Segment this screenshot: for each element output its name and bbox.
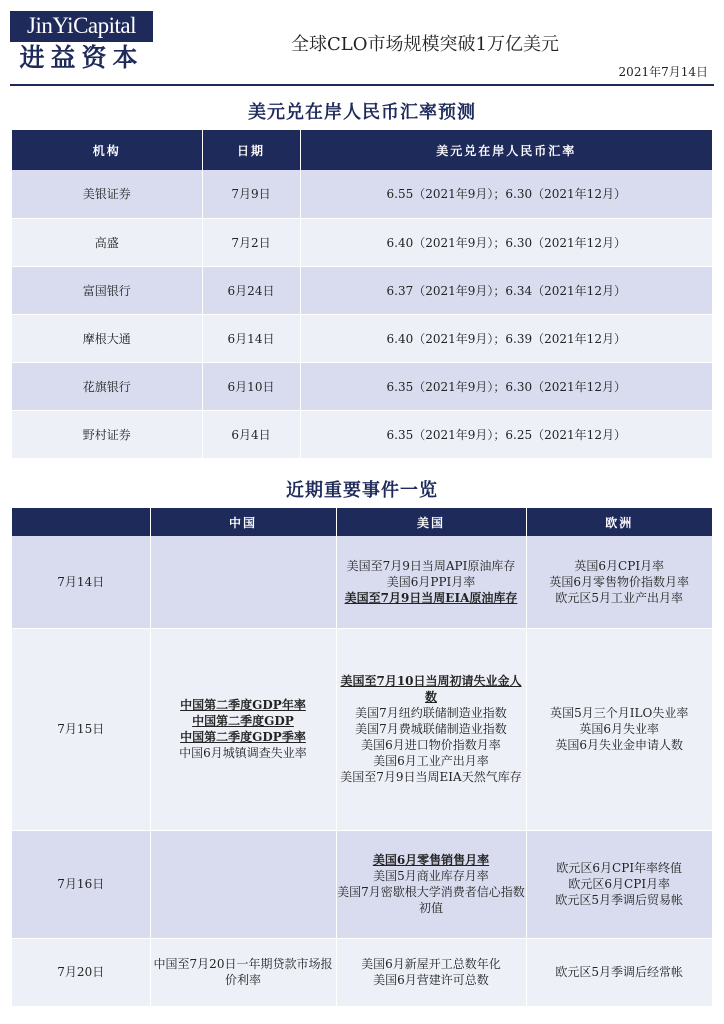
event-item: 欧元区5月季调后贸易帐 — [555, 893, 684, 907]
event-item: 美国至7月9日当周EIA天然气库存 — [340, 770, 522, 784]
institution-cell: 摩根大通 — [12, 314, 202, 362]
logo-english-name: JinYiCapital — [10, 11, 153, 41]
event-date-cell: 7月15日 — [12, 628, 150, 830]
fx-table-header — [12, 130, 712, 170]
event-row — [12, 938, 712, 1006]
event-cell-us — [336, 536, 526, 628]
event-item: 美国5月商业库存月率 — [373, 869, 489, 883]
jinyi-capital-logo — [10, 11, 153, 73]
event-item: 美国6月营建许可总数 — [373, 973, 489, 987]
fx-forecast-table — [12, 130, 712, 459]
column-header-forecast: 美元兑在岸人民币汇率 — [300, 130, 712, 170]
event-item: 中国第二季度GDP年率 — [180, 698, 306, 712]
page-header — [0, 0, 724, 84]
event-item: 中国第二季度GDP季率 — [180, 730, 306, 744]
date-cell: 7月2日 — [202, 218, 300, 266]
date-cell: 6月14日 — [202, 314, 300, 362]
event-item: 中国6月城镇调查失业率 — [179, 746, 307, 760]
event-item: 英国6月失业金申请人数 — [555, 738, 684, 752]
event-item: 欧元区6月CPI年率终值 — [556, 861, 683, 875]
event-item: 英国6月CPI月率 — [574, 558, 665, 573]
event-cell-china — [150, 938, 336, 1006]
event-item: 美国至7月10日当周初请失业金人数 — [340, 674, 522, 704]
event-item: 英国6月失业率 — [579, 722, 660, 736]
column-header-date: 日期 — [202, 130, 300, 170]
event-date-cell: 7月16日 — [12, 830, 150, 938]
event-item: 欧元区5月季调后经常帐 — [555, 965, 684, 979]
forecast-cell: 6.40（2021年9月）；6.39（2021年12月） — [300, 314, 712, 362]
report-date: 2021年7月14日 — [618, 65, 708, 79]
event-item: 欧元区5月工业产出月率 — [555, 590, 684, 605]
event-cell-us — [336, 628, 526, 830]
forecast-cell: 6.37（2021年9月）；6.34（2021年12月） — [300, 266, 712, 314]
event-row — [12, 536, 712, 628]
event-cell-china — [150, 628, 336, 830]
institution-cell: 美银证券 — [12, 170, 202, 218]
event-date-cell: 7月14日 — [12, 536, 150, 628]
column-header-us: 美国 — [336, 508, 526, 536]
event-item: 美国至7月9日当周API原油库存 — [346, 558, 516, 573]
forecast-cell: 6.40（2021年9月）；6.30（2021年12月） — [300, 218, 712, 266]
event-item: 美国至7月9日当周EIA原油库存 — [344, 590, 518, 605]
event-item: 美国6月PPI月率 — [386, 574, 476, 589]
event-row — [12, 830, 712, 938]
forecast-cell: 6.35（2021年9月）；6.30（2021年12月） — [300, 362, 712, 410]
event-item: 中国第二季度GDP — [192, 714, 294, 728]
institution-cell: 野村证券 — [12, 410, 202, 458]
forecast-cell: 6.55（2021年9月）；6.30（2021年12月） — [300, 170, 712, 218]
fx-table-row — [12, 170, 712, 218]
events-table-header — [12, 508, 712, 536]
institution-cell: 花旗银行 — [12, 362, 202, 410]
column-header-institution: 机构 — [12, 130, 202, 170]
event-row — [12, 628, 712, 830]
events-table — [12, 508, 712, 1007]
fx-table-row — [12, 218, 712, 266]
event-item: 英国5月三个月ILO失业率 — [550, 706, 689, 720]
event-item: 美国7月费城联储制造业指数 — [355, 722, 507, 736]
forecast-cell: 6.35（2021年9月）；6.25（2021年12月） — [300, 410, 712, 458]
event-item: 美国7月密歇根大学消费者信心指数初值 — [337, 885, 525, 915]
header-divider — [10, 84, 714, 86]
fx-table-row — [12, 314, 712, 362]
event-cell-europe — [526, 938, 712, 1006]
column-header-china: 中国 — [150, 508, 336, 536]
fx-table-row — [12, 266, 712, 314]
event-item: 欧元区6月CPI月率 — [568, 877, 671, 891]
date-cell: 7月9日 — [202, 170, 300, 218]
event-cell-europe — [526, 628, 712, 830]
event-cell-us — [336, 830, 526, 938]
event-item: 美国6月新屋开工总数年化 — [361, 957, 501, 971]
event-item: 美国6月工业产出月率 — [373, 754, 489, 768]
event-cell-europe — [526, 830, 712, 938]
event-cell-europe — [526, 536, 712, 628]
date-cell: 6月10日 — [202, 362, 300, 410]
logo-chinese-name: 进益资本 — [10, 42, 153, 73]
institution-cell: 富国银行 — [12, 266, 202, 314]
event-cell-us — [336, 938, 526, 1006]
events-section-title: 近期重要事件一览 — [286, 480, 438, 501]
event-item: 美国6月进口物价指数月率 — [361, 738, 501, 752]
fx-section-title: 美元兑在岸人民币汇率预测 — [248, 102, 476, 123]
date-cell: 6月4日 — [202, 410, 300, 458]
event-cell-china — [150, 830, 336, 938]
fx-table-body — [12, 170, 712, 458]
fx-table-row — [12, 410, 712, 458]
events-table-body — [12, 536, 712, 1006]
report-title: 全球CLO市场规模突破1万亿美元 — [291, 34, 559, 55]
event-item: 中国至7月20日一年期贷款市场报价利率 — [153, 957, 333, 987]
column-header-date-blank — [12, 508, 150, 536]
event-cell-china — [150, 536, 336, 628]
fx-table-row — [12, 362, 712, 410]
event-item: 美国7月纽约联储制造业指数 — [355, 706, 507, 720]
institution-cell: 高盛 — [12, 218, 202, 266]
event-date-cell: 7月20日 — [12, 938, 150, 1006]
date-cell: 6月24日 — [202, 266, 300, 314]
event-item: 美国6月零售销售月率 — [372, 853, 490, 867]
event-item: 英国6月零售物价指数月率 — [549, 574, 690, 589]
column-header-europe: 欧洲 — [526, 508, 712, 536]
